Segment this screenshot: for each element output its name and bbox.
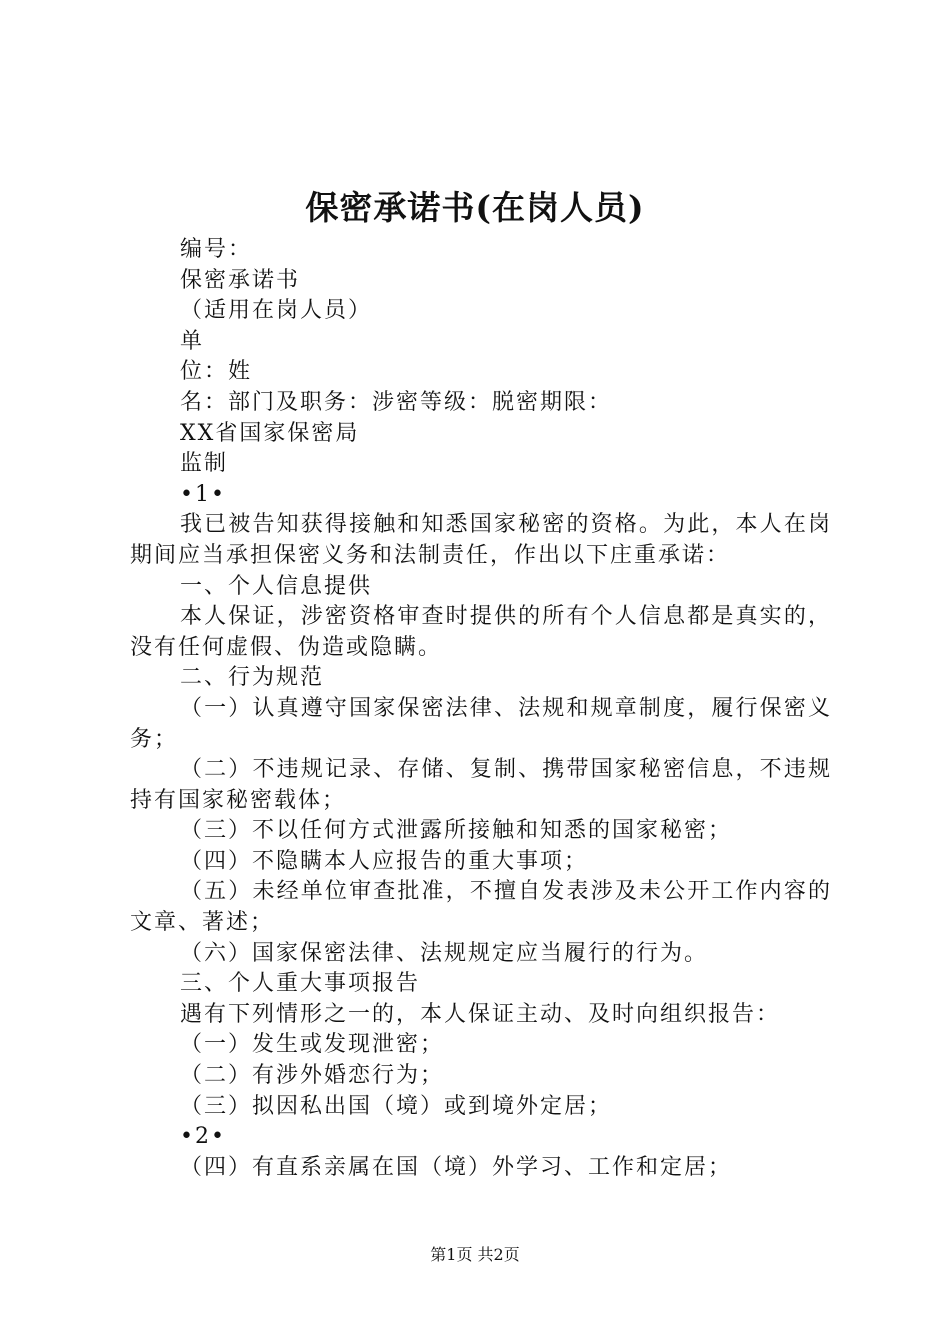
section-3-intro: 遇有下列情形之一的，本人保证主动、及时向组织报告：	[180, 1001, 781, 1027]
section-3-item: （四）有直系亲属在国（境）外学习、工作和定居；	[180, 1154, 733, 1180]
intro-paragraph: 我已被告知获得接触和知悉国家秘密的资格。为此，本人在岗期间应当承担保密义务和法制责任，作出以下庄重承诺：	[130, 512, 832, 568]
info-fields-line: 名：部门及职务：涉密等级：脱密期限：	[180, 389, 613, 415]
serial-number-label: 编号：	[180, 237, 253, 262]
section-2-item: （二）不违规记录、存储、复制、携带国家秘密信息，不违规持有国家秘密载体；	[130, 757, 832, 813]
section-2-item: （五）未经单位审查批准，不擅自发表涉及未公开工作内容的文章、著述；	[130, 879, 832, 936]
issuing-authority: XX省国家保密局	[180, 420, 360, 446]
document-body	[130, 235, 832, 1183]
section-2-item: （六）国家保密法律、法规规定应当履行的行为。	[180, 940, 709, 966]
section-3-heading: 三、个人重大事项报告	[180, 971, 421, 997]
section-2-item: （三）不以任何方式泄露所接触和知悉的国家秘密；	[180, 818, 733, 844]
section-2-heading: 二、行为规范	[180, 665, 325, 691]
unit-name-label: 位：姓	[180, 359, 253, 385]
unit-label: 单	[180, 328, 205, 354]
section-2-item: （一）认真遵守国家保密法律、法规和规章制度，履行保密义务；	[130, 695, 832, 752]
page-marker-1: •1•	[180, 481, 226, 507]
section-3-item: （三）拟因私出国（境）或到境外定居；	[180, 1093, 613, 1119]
page-marker-2: •2•	[180, 1124, 226, 1150]
applicability-note: （适用在岗人员）	[180, 298, 373, 324]
section-3-item: （二）有涉外婚恋行为；	[180, 1063, 445, 1089]
subtitle: 保密承诺书	[180, 267, 301, 293]
section-3-item: （一）发生或发现泄密；	[180, 1032, 445, 1058]
section-1-paragraph: 本人保证，涉密资格审查时提供的所有个人信息都是真实的，没有任何虚假、伪造或隐瞒。	[130, 604, 832, 660]
section-2-item: （四）不隐瞒本人应报告的重大事项；	[180, 848, 589, 874]
page-footer: 第1页 共2页	[430, 1245, 520, 1264]
document-title: 保密承诺书(在岗人员)	[305, 188, 645, 227]
section-1-heading: 一、个人信息提供	[180, 573, 373, 599]
supervision-label: 监制	[180, 451, 229, 477]
